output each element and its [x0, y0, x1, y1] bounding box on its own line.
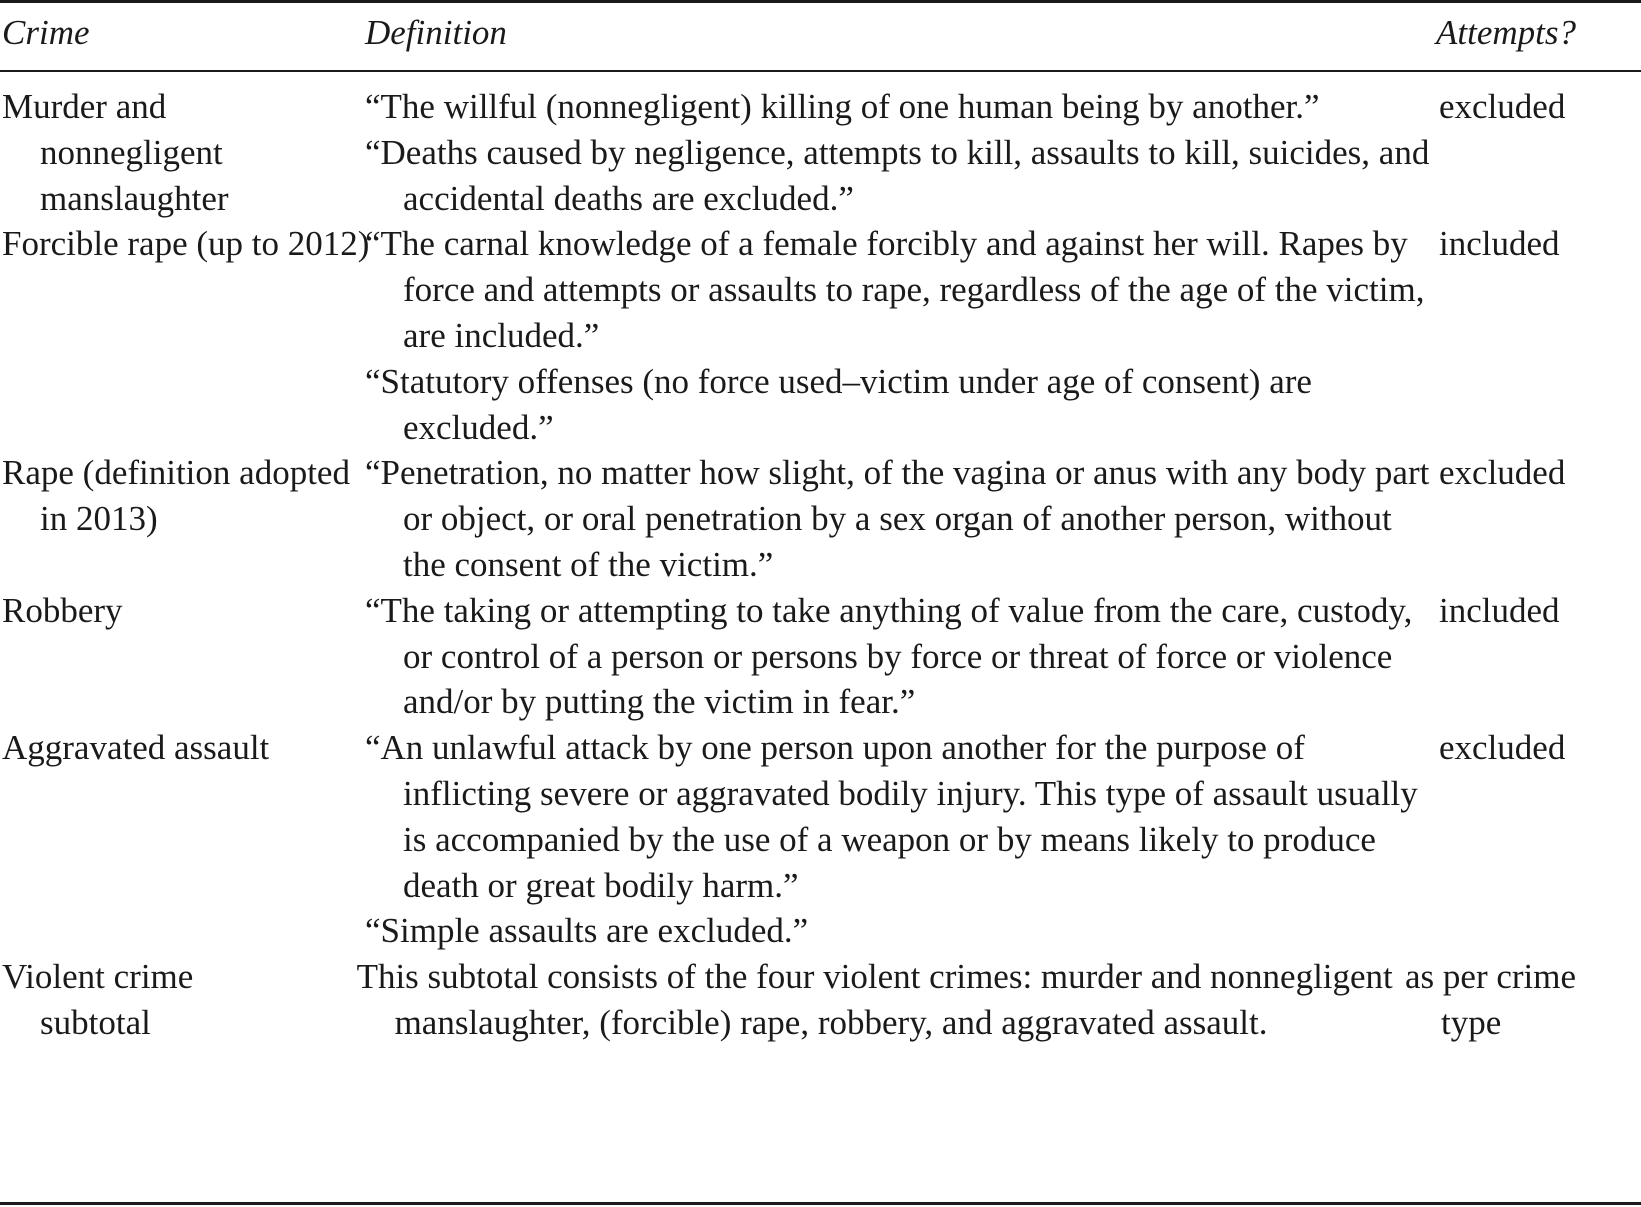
crime-name: Violent crime subtotal [2, 957, 194, 1042]
table-header-rule [0, 70, 1641, 72]
attempts-cell [1439, 221, 1641, 450]
attempts-value: excluded [1439, 87, 1566, 126]
header-attempts: Attempts? [1436, 13, 1576, 52]
attempts-cell [1439, 588, 1641, 725]
crime-name: Aggravated assault [2, 728, 270, 768]
definition-text: “The taking or attempting to take anything of value from the care, custody, or control of a person or persons by force or threat of force or violence and/or by putting the victim in fear.” [365, 590, 1413, 722]
definition-text: “Penetration, no matter how slight, of the vagina or anus with any body part or object, or oral penetration by a sex organ of another person, without the consent of the victim.” [365, 453, 1430, 584]
attempts-value: excluded [1439, 728, 1566, 768]
definition-cell [0, 221, 1439, 450]
table-row [0, 84, 1641, 221]
definition-cell [0, 954, 1405, 1046]
attempts-cell [1405, 954, 1641, 1046]
definition-cell [0, 725, 1439, 954]
table-row [0, 954, 1641, 1046]
definition-text: “The carnal knowledge of a female forcibly and against her will. Rapes by force and attempts or assaults to rape, regardless of the age of the victim, are included.” [365, 224, 1425, 355]
table-top-rule [0, 0, 1641, 3]
table-row [0, 221, 1641, 450]
table-row [0, 450, 1641, 587]
definition-text: “An unlawful attack by one person upon another for the purpose of inflicting severe or aggravated bodily injury. This type of assault usually is accompanied by the use of a weapon or by means likely to produce death or great bodily harm.” [365, 728, 1418, 905]
attempts-value: excluded [1439, 453, 1566, 493]
crime-name: Robbery [2, 590, 123, 630]
attempts-cell [1439, 450, 1641, 587]
attempts-value: included [1439, 590, 1560, 630]
attempts-value: as per crime type [1405, 957, 1577, 1042]
definition-text: This subtotal consists of the four violent crimes: murder and nonnegligent manslaughter, (forcible) rape, robbery, and aggravated assault. [356, 957, 1393, 1042]
definition-cell [0, 588, 1439, 725]
definition-text: “Simple assaults are excluded.” [365, 911, 809, 951]
header-crime: Crime [2, 13, 90, 52]
crime-name: Rape (definition adopted in 2013) [2, 453, 350, 539]
definition-text: “Statutory offenses (no force used–victim under age of consent) are excluded.” [365, 361, 1312, 447]
table-row [0, 588, 1641, 725]
table-row [0, 725, 1641, 954]
header-definition: Definition [365, 13, 507, 52]
attempts-cell [1439, 84, 1641, 221]
table-body [0, 84, 1641, 1046]
definition-cell [0, 84, 1439, 221]
crime-name: Murder and nonnegligent manslaughter [2, 87, 229, 218]
crime-name: Forcible rape (up to 2012) [2, 224, 370, 264]
attempts-cell [1439, 725, 1641, 954]
definition-cell [0, 450, 1439, 587]
definition-text: “Deaths caused by negligence, attempts to kill, assaults to kill, suicides, and accidental deaths are excluded.” [365, 132, 1430, 218]
table-bottom-rule [0, 1202, 1641, 1205]
definition-text: “The willful (nonnegligent) killing of one human being by another.” [365, 87, 1320, 126]
attempts-value: included [1439, 224, 1560, 264]
